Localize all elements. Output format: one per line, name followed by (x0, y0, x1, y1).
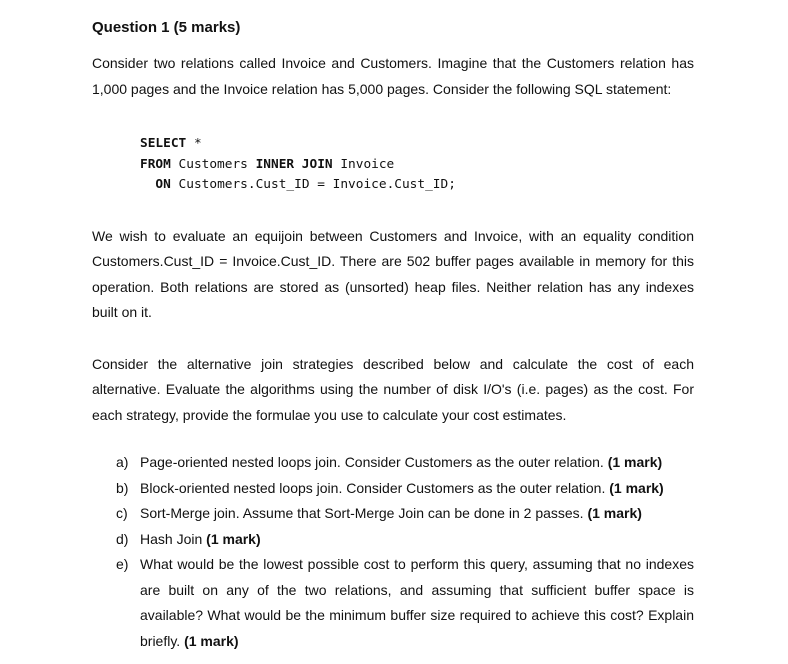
sub-question-marks: (1 mark) (184, 632, 239, 649)
sub-question-b (92, 476, 694, 502)
sub-question-text: Sort-Merge join. Assume that Sort-Merge Join can be done in 2 passes. (140, 505, 588, 521)
sql-statement (140, 134, 694, 196)
sub-question-text: Page-oriented nested loops join. Consider Customers as the outer relation. (140, 454, 608, 470)
sql-indent (140, 177, 155, 192)
sub-question-marker: c) (116, 505, 128, 521)
sub-question-marker: d) (116, 530, 129, 547)
sql-keyword-from: FROM (140, 156, 171, 172)
sub-question-marks: (1 mark) (607, 454, 663, 470)
sql-keyword-select: SELECT (140, 136, 187, 151)
question-title: Question 1 (5 marks) (92, 19, 241, 36)
intro-paragraph: Consider two relations called Invoice and Customers. Imagine that the Customers relation has 1,000 pages and the Invoice relation has 5,000 pages. Consider the following SQL statement: (92, 55, 694, 97)
sub-question-c (92, 501, 694, 527)
sub-question-a (92, 450, 694, 476)
question-document (92, 14, 694, 654)
sub-question-marker: a) (116, 454, 129, 470)
sub-question-list (92, 450, 694, 654)
sub-question-marker: b) (116, 479, 129, 496)
sub-question-text: What would be the lowest possible cost to perform this query, assuming that no indexes are built on any of the two relations, and assuming that sufficient buffer space is available? What would be the minimum buffer size required to achieve this cost? Explain briefly. (140, 556, 694, 649)
strategies-paragraph: Consider the alternative join strategies described below and calculate the cost of each alternative. Evaluate the algorithms using the number of disk I/O's (i.e. pages) as the cost. For each strategy, provide the formulae you use to calculate your cost estimates. (92, 355, 694, 423)
sub-question-e (92, 552, 694, 654)
sub-question-d (92, 527, 694, 553)
sql-join-table: Invoice (332, 156, 395, 172)
sql-keyword-inner-join: INNER JOIN (255, 156, 333, 172)
sql-select-rest: * (186, 136, 202, 151)
sub-question-text: Block-oriented nested loops join. Consider Customers as the outer relation. (140, 479, 610, 496)
sql-from-table: Customers (170, 156, 256, 172)
sub-question-marks: (1 mark) (609, 479, 664, 496)
sub-question-marks: (1 mark) (587, 505, 642, 521)
sql-on-condition: Customers.Cust_ID = Invoice.Cust_ID; (170, 177, 456, 192)
sql-keyword-on: ON (155, 177, 171, 192)
sub-question-text: Hash Join (140, 530, 207, 547)
equijoin-paragraph: We wish to evaluate an equijoin between Customers and Invoice, with an equality condition Customers.Cust_ID = Invoice.Cust_ID. There are 502 buffer pages available in memory for this operation. Both relations are stored as (unsorted) heap files. Neither relation has any indexes built on it. (92, 227, 694, 320)
sub-question-marker: e) (116, 556, 129, 572)
sub-question-marks: (1 mark) (206, 530, 261, 547)
